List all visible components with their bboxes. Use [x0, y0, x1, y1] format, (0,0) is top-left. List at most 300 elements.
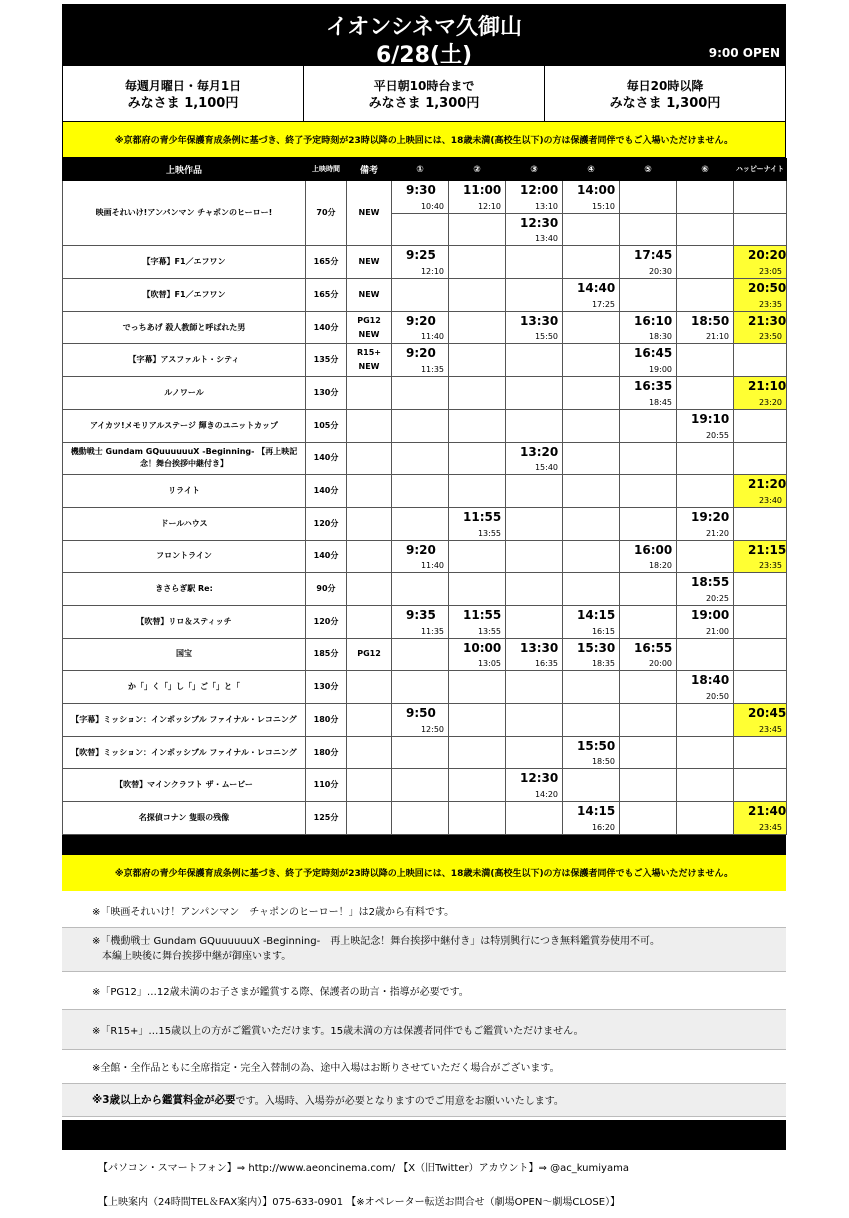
showtime-cell: [392, 671, 449, 704]
table-row: [63, 442, 787, 475]
end-time: 23:35: [758, 561, 782, 571]
end-time: 20:25: [705, 593, 729, 603]
price-condition: 毎日20時以降: [626, 79, 704, 93]
start-time: 20:50: [748, 281, 787, 296]
happy-night-cell: [734, 704, 787, 737]
end-time: 12:50: [420, 724, 444, 734]
showtime-cell: [563, 475, 620, 508]
movie-duration: 90分: [306, 573, 347, 606]
showtime-cell: [449, 769, 506, 802]
happy-night-cell: [734, 213, 787, 246]
end-time: 11:35: [420, 365, 444, 375]
footer-bar: [62, 1120, 786, 1150]
end-time: 13:05: [477, 659, 501, 669]
showtime-cell: [392, 377, 449, 410]
showtime-cell: [449, 181, 506, 214]
showtime-cell: [449, 377, 506, 410]
happy-night-cell: [734, 246, 787, 279]
showtime-cell: [506, 442, 563, 475]
showtime-cell: [506, 213, 563, 246]
showtime-cell: [449, 573, 506, 606]
end-time: 23:50: [758, 332, 782, 342]
movie-note: [347, 802, 392, 835]
movie-duration: 120分: [306, 605, 347, 638]
showtime-cell: [620, 736, 677, 769]
movie-note: [347, 605, 392, 638]
showtime-cell: [449, 704, 506, 737]
movie-duration: 105分: [306, 409, 347, 442]
showtime-cell: [620, 638, 677, 671]
showtime-cell: [392, 311, 449, 344]
movie-title: 機動戦士 Gundam GQuuuuuuX -Beginning- 【再上映記念！舞台挨拶中継付き】: [63, 442, 306, 475]
showtime-cell: [677, 540, 734, 573]
start-time: 21:10: [748, 379, 787, 394]
movie-title: 【吹替】リロ＆スティッチ: [63, 605, 306, 638]
start-time: 18:40: [691, 673, 730, 688]
end-time: 14:20: [534, 790, 558, 800]
start-time: 17:45: [634, 248, 673, 263]
showtime-cell: [563, 507, 620, 540]
showtime-cell: [449, 475, 506, 508]
end-time: 19:00: [648, 365, 672, 375]
col-header-screen: ④: [563, 159, 620, 181]
movie-title: 名探偵コナン 隻眼の残像: [63, 802, 306, 835]
showtime-cell: [677, 802, 734, 835]
movie-note: [347, 409, 392, 442]
table-row: [63, 605, 787, 638]
showtime-cell: [392, 344, 449, 377]
price-box: [304, 66, 545, 121]
age-notice-bottom: ※京都府の青少年保護育成条例に基づき、終了予定時刻が23時以降の上映回には、18歳未満(高校生以下)の方は保護者同伴でもご入場いただけません。: [62, 855, 786, 891]
movie-note: [347, 442, 392, 475]
movie-title: ルノワール: [63, 377, 306, 410]
end-time: 12:10: [420, 267, 444, 277]
happy-night-cell: [734, 409, 787, 442]
showtime-cell: [563, 246, 620, 279]
showtime-cell: [563, 802, 620, 835]
end-time: 15:50: [534, 332, 558, 342]
happy-night-cell: [734, 736, 787, 769]
table-row: [63, 736, 787, 769]
start-time: 20:20: [748, 248, 787, 263]
movie-duration: 130分: [306, 671, 347, 704]
end-time: 11:40: [420, 561, 444, 571]
showtime-cell: [449, 442, 506, 475]
table-row: [63, 540, 787, 573]
start-time: 9:25: [406, 248, 436, 263]
end-time: 16:15: [591, 626, 615, 636]
showtime-cell: [677, 475, 734, 508]
showtime-cell: [506, 736, 563, 769]
end-time: 23:20: [758, 397, 782, 407]
end-time: 10:40: [420, 201, 444, 211]
happy-night-cell: [734, 769, 787, 802]
end-time: 20:55: [705, 430, 729, 440]
start-time: 9:20: [406, 313, 436, 328]
showtime-cell: [392, 409, 449, 442]
movie-note: NEW: [347, 279, 392, 312]
showtime-cell: [620, 704, 677, 737]
col-header-screen: ①: [392, 159, 449, 181]
price-box: [63, 66, 304, 121]
showtime-cell: [449, 213, 506, 246]
end-time: 17:25: [591, 299, 615, 309]
end-time: 23:40: [758, 495, 782, 505]
showtime-cell: [677, 409, 734, 442]
showtime-cell: [620, 409, 677, 442]
showtime-cell: [563, 573, 620, 606]
start-time: 20:45: [748, 706, 787, 720]
end-time: 13:55: [477, 528, 501, 538]
showtime-cell: [563, 605, 620, 638]
showtime-cell: [620, 442, 677, 475]
start-time: 13:20: [520, 444, 559, 459]
divider-bar: [62, 835, 786, 855]
end-time: 20:30: [648, 267, 672, 277]
showtime-cell: [677, 311, 734, 344]
movie-title: 【吹替】ミッション：インポッシブル ファイナル・レコニング: [63, 736, 306, 769]
start-time: 13:30: [520, 640, 559, 655]
movie-note: PG12: [347, 638, 392, 671]
showtime-cell: [563, 638, 620, 671]
happy-night-cell: [734, 442, 787, 475]
end-time: 20:50: [705, 692, 729, 701]
table-row: [63, 311, 787, 344]
movie-duration: 140分: [306, 311, 347, 344]
movie-note: [347, 377, 392, 410]
movie-note: [347, 769, 392, 802]
movie-note: [347, 671, 392, 704]
end-time: 20:00: [648, 659, 672, 669]
showtime-cell: [506, 409, 563, 442]
table-row: [63, 181, 787, 214]
movie-note: [347, 475, 392, 508]
end-time: 16:35: [534, 659, 558, 669]
showtime-cell: [620, 769, 677, 802]
start-time: 12:30: [520, 771, 559, 786]
showtime-cell: [620, 377, 677, 410]
open-time: 9:00 OPEN: [708, 46, 780, 60]
showtime-cell: [449, 540, 506, 573]
movie-duration: 165分: [306, 246, 347, 279]
movie-duration: 165分: [306, 279, 347, 312]
showtime-cell: [677, 671, 734, 704]
showtime-cell: [392, 442, 449, 475]
showtime-cell: [506, 540, 563, 573]
movie-duration: 110分: [306, 769, 347, 802]
showtime-cell: [506, 279, 563, 312]
end-time: 13:55: [477, 626, 501, 636]
col-header-screen: ③: [506, 159, 563, 181]
table-row: [63, 377, 787, 410]
showtime-cell: [449, 605, 506, 638]
happy-night-cell: [734, 475, 787, 508]
showtime-cell: [392, 736, 449, 769]
note-gundam-line1: ※「機動戦士 Gundam GQuuuuuuX -Beginning- 再上映記念！舞台挨拶中継付き」は特別興行につき無料鑑賞券使用不可。: [92, 936, 660, 948]
start-time: 21:30: [748, 313, 787, 328]
movie-duration: 140分: [306, 475, 347, 508]
movie-note: R15+ NEW: [347, 344, 392, 377]
movie-note: [347, 736, 392, 769]
schedule-sheet: [62, 4, 786, 1218]
showtime-cell: [506, 802, 563, 835]
end-time: 21:20: [705, 528, 729, 538]
start-time: 13:30: [520, 313, 559, 328]
movie-title: 【字幕】アスファルト・シティ: [63, 344, 306, 377]
happy-night-cell: [734, 605, 787, 638]
table-header-row: [63, 159, 787, 181]
movie-note: [347, 540, 392, 573]
start-time: 16:45: [634, 346, 673, 361]
movie-duration: 70分: [306, 181, 347, 246]
showtime-cell: [563, 540, 620, 573]
showtime-cell: [449, 736, 506, 769]
showtime-cell: [677, 704, 734, 737]
showtime-cell: [449, 507, 506, 540]
showtime-cell: [392, 246, 449, 279]
showtime-cell: [392, 507, 449, 540]
price-condition: 毎週月曜日・毎月1日: [124, 79, 242, 93]
start-time: 9:20: [406, 542, 436, 557]
showtime-cell: [506, 377, 563, 410]
start-time: 14:40: [577, 281, 616, 296]
movie-note: NEW: [347, 181, 392, 246]
happy-night-cell: [734, 181, 787, 214]
start-time: 21:20: [748, 477, 787, 492]
col-header-screen: ⑥: [677, 159, 734, 181]
table-row: [63, 409, 787, 442]
movie-note: [347, 507, 392, 540]
showtime-cell: [620, 605, 677, 638]
happy-night-cell: [734, 573, 787, 606]
end-time: 21:00: [705, 626, 729, 636]
movie-title: 国宝: [63, 638, 306, 671]
movie-note: PG12 NEW: [347, 311, 392, 344]
end-time: 13:40: [534, 234, 558, 244]
table-row: [63, 246, 787, 279]
price-amount: みなさま 1,300円: [368, 96, 480, 111]
happy-night-cell: [734, 802, 787, 835]
showtime-cell: [677, 573, 734, 606]
start-time: 15:50: [577, 738, 616, 753]
showtime-cell: [677, 769, 734, 802]
showtime-cell: [506, 605, 563, 638]
start-time: 21:15: [748, 542, 787, 557]
showtime-cell: [392, 540, 449, 573]
showtime-cell: [620, 802, 677, 835]
showtime-cell: [563, 213, 620, 246]
showtime-cell: [563, 769, 620, 802]
end-time: 16:20: [591, 822, 615, 832]
end-time: 23:35: [758, 299, 782, 309]
start-time: 19:00: [691, 607, 730, 622]
showtime-cell: [620, 507, 677, 540]
showtime-cell: [506, 475, 563, 508]
table-row: [63, 507, 787, 540]
footer-web: 【パソコン・スマートフォン】⇒ http://www.aeoncinema.com/ 【X（旧Twitter）アカウント】⇒ @ac_kumiyama: [98, 1163, 629, 1175]
showtime-cell: [677, 638, 734, 671]
footer-info: [62, 1150, 786, 1218]
showtime-cell: [563, 311, 620, 344]
start-time: 18:55: [691, 575, 730, 590]
movie-title: きさらぎ駅 Re:: [63, 573, 306, 606]
happy-night-cell: [734, 671, 787, 704]
start-time: 18:50: [691, 313, 730, 328]
price-amount: みなさま 1,300円: [609, 96, 721, 111]
price-amount: みなさま 1,100円: [127, 96, 239, 111]
showtime-cell: [392, 769, 449, 802]
showtime-cell: [392, 802, 449, 835]
showtime-cell: [449, 802, 506, 835]
schedule-table: [62, 158, 787, 835]
footer-phone: 【上映案内（24時間TEL＆FAX案内）】075-633-0901 【※オペレーター転送お問合せ（劇場OPEN～劇場CLOSE）】: [98, 1197, 621, 1209]
showtime-cell: [392, 475, 449, 508]
showtime-cell: [620, 279, 677, 312]
showtime-cell: [677, 246, 734, 279]
age-notice-top: ※京都府の青少年保護育成条例に基づき、終了予定時刻が23時以降の上映回には、18歳未満(高校生以下)の方は保護者同伴でもご入場いただけません。: [62, 122, 786, 158]
showtime-cell: [677, 279, 734, 312]
movie-duration: 185分: [306, 638, 347, 671]
showtime-cell: [449, 246, 506, 279]
showtime-cell: [620, 246, 677, 279]
happy-night-cell: [734, 344, 787, 377]
end-time: 18:35: [591, 659, 615, 669]
showtime-cell: [392, 573, 449, 606]
note-age3: [62, 1084, 786, 1117]
start-time: 11:55: [463, 509, 502, 524]
showtime-cell: [620, 671, 677, 704]
start-time: 11:55: [463, 607, 502, 622]
start-time: 9:35: [406, 607, 436, 622]
showtime-cell: [677, 377, 734, 410]
col-header-happy-night: ハッピーナイト: [734, 159, 787, 181]
showtime-cell: [563, 442, 620, 475]
movie-title: アイカツ!メモリアルステージ 輝きのユニットカップ: [63, 409, 306, 442]
showtime-cell: [506, 769, 563, 802]
happy-night-cell: [734, 507, 787, 540]
showtime-cell: [392, 704, 449, 737]
table-row: [63, 638, 787, 671]
showtime-cell: [392, 638, 449, 671]
movie-title: フロントライン: [63, 540, 306, 573]
movie-title: 【字幕】F1／エフワン: [63, 246, 306, 279]
showtime-cell: [392, 605, 449, 638]
showtime-cell: [563, 344, 620, 377]
movie-title: 【字幕】ミッション：インポッシブル ファイナル・レコニング: [63, 704, 306, 737]
showtime-cell: [449, 279, 506, 312]
showtime-cell: [392, 181, 449, 214]
showtime-cell: [506, 507, 563, 540]
table-row: [63, 769, 787, 802]
start-time: 16:00: [634, 542, 673, 557]
start-time: 9:20: [406, 346, 436, 361]
note-age3-rest: です。入場時、入場券が必要となりますのでご用意をお願いいたします。: [235, 1096, 564, 1108]
note-r15: ※「R15+」…15歳以上の方がご鑑賞いただけます。15歳未満の方は保護者同伴でもご鑑賞いただけません。: [62, 1010, 786, 1050]
notes-section: [62, 895, 786, 1117]
table-row: [63, 279, 787, 312]
start-time: 12:30: [520, 215, 559, 230]
showtime-cell: [620, 344, 677, 377]
movie-duration: 130分: [306, 377, 347, 410]
showtime-cell: [449, 638, 506, 671]
note-age3-bold: ※3歳以上から鑑賞料金が必要: [92, 1094, 236, 1107]
start-time: 15:30: [577, 640, 616, 655]
end-time: 21:10: [705, 332, 729, 342]
showtime-cell: [620, 213, 677, 246]
happy-night-cell: [734, 311, 787, 344]
movie-title: 映画それいけ!アンパンマン チャポンのヒーロー!: [63, 181, 306, 246]
start-time: 16:55: [634, 640, 673, 655]
schedule-date: 6/28(土): [375, 43, 473, 68]
end-time: 11:35: [420, 626, 444, 636]
start-time: 14:00: [577, 183, 616, 197]
end-time: 15:10: [591, 201, 615, 211]
showtime-cell: [563, 736, 620, 769]
end-time: 12:10: [477, 201, 501, 211]
movie-title: 【吹替】F1／エフワン: [63, 279, 306, 312]
col-header-screen: ⑤: [620, 159, 677, 181]
showtime-cell: [563, 279, 620, 312]
showtime-cell: [506, 344, 563, 377]
start-time: 9:30: [406, 183, 436, 197]
showtime-cell: [392, 279, 449, 312]
showtime-cell: [677, 344, 734, 377]
showtime-cell: [563, 377, 620, 410]
movie-duration: 140分: [306, 540, 347, 573]
showtime-cell: [506, 671, 563, 704]
movie-duration: 120分: [306, 507, 347, 540]
showtime-cell: [563, 409, 620, 442]
end-time: 23:45: [758, 822, 782, 832]
header-bar: [62, 4, 786, 66]
note-pg12: ※「PG12」…12歳未満のお子さまが鑑賞する際、保護者の助言・指導が必要です。: [62, 972, 786, 1010]
showtime-cell: [563, 671, 620, 704]
table-row: [63, 475, 787, 508]
table-row: [63, 344, 787, 377]
movie-duration: 140分: [306, 442, 347, 475]
end-time: 18:30: [648, 332, 672, 342]
start-time: 21:40: [748, 804, 787, 819]
start-time: 16:10: [634, 313, 673, 328]
start-time: 19:20: [691, 509, 730, 524]
showtime-cell: [677, 442, 734, 475]
showtime-cell: [677, 736, 734, 769]
table-row: [63, 671, 787, 704]
col-header-duration: 上映時間: [306, 159, 347, 181]
end-time: 13:10: [534, 201, 558, 211]
showtime-cell: [506, 246, 563, 279]
schedule-body: [63, 181, 787, 835]
showtime-cell: [620, 573, 677, 606]
showtime-cell: [677, 605, 734, 638]
theater-name: イオンシネマ久御山: [325, 15, 523, 40]
happy-night-cell: [734, 377, 787, 410]
end-time: 18:20: [648, 561, 672, 571]
showtime-cell: [563, 704, 620, 737]
showtime-cell: [449, 409, 506, 442]
showtime-cell: [620, 311, 677, 344]
movie-title: リライト: [63, 475, 306, 508]
showtime-cell: [620, 475, 677, 508]
start-time: 14:15: [577, 804, 616, 819]
end-time: 11:40: [420, 332, 444, 342]
movie-duration: 180分: [306, 736, 347, 769]
note-anpanman: ※「映画それいけ！アンパンマン チャポンのヒーロー！」は2歳から有料です。: [62, 895, 786, 928]
happy-night-cell: [734, 540, 787, 573]
start-time: 11:00: [463, 183, 502, 197]
showtime-cell: [677, 507, 734, 540]
showtime-cell: [449, 311, 506, 344]
